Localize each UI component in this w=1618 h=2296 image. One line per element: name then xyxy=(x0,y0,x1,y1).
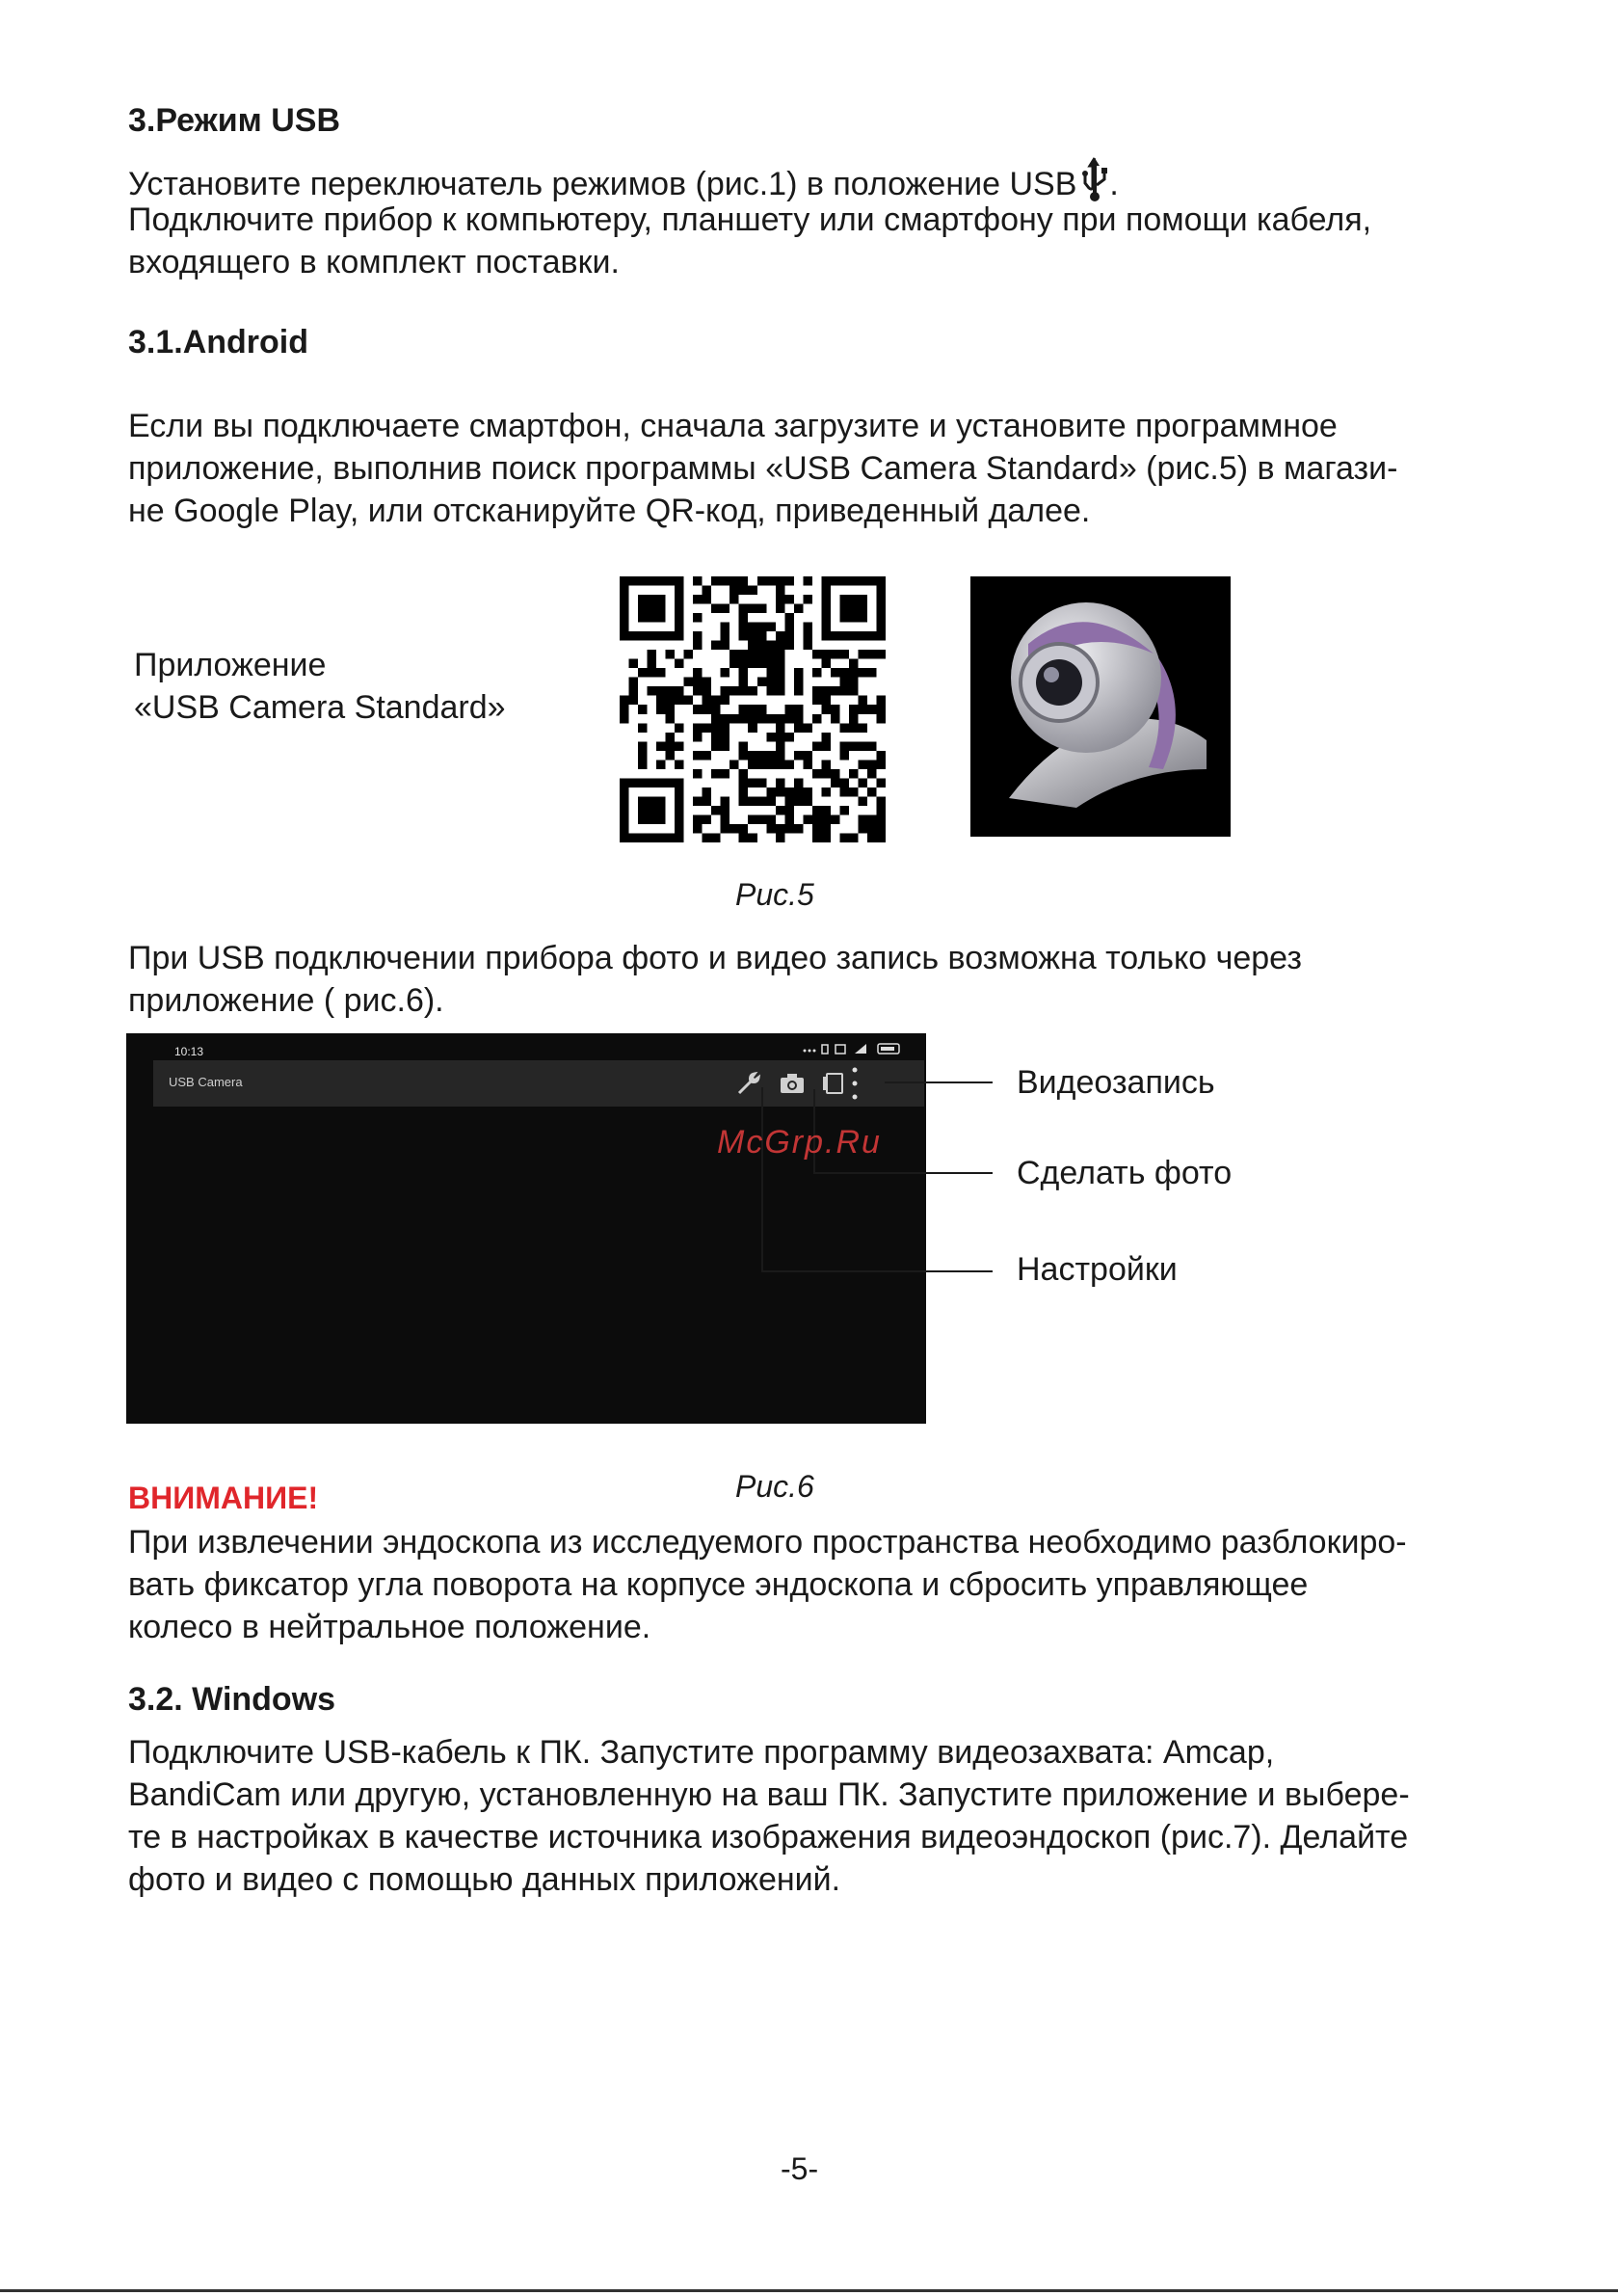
watermark: McGrp.Ru xyxy=(717,1124,882,1161)
android-title: 3.1.Android xyxy=(128,324,309,360)
figure-6-caption: Рис.6 xyxy=(735,1469,814,1504)
video-icon[interactable] xyxy=(821,1072,848,1100)
warning-line2: вать фиксатор угла поворота на корпусе эндоскопа и сбросить управляющее xyxy=(128,1566,1309,1603)
webcam-icon xyxy=(970,576,1231,837)
footer-line xyxy=(0,2289,1618,2292)
android-p2: приложение, выполнив поиск программы «USB Camera Standard» (рис.5) в магази- xyxy=(128,450,1398,487)
windows-line3: те в настройках в качестве источника изображения видеоэндоскоп (рис.7). Делайте xyxy=(128,1819,1409,1855)
warning-line3: колесо в нейтральное положение. xyxy=(128,1609,651,1645)
android-p4: При USB подключении прибора фото и видео запись возможна только через xyxy=(128,940,1302,976)
wrench-icon[interactable] xyxy=(735,1070,762,1102)
callout-line-settings xyxy=(761,1270,993,1272)
windows-line4: фото и видео с помощью данных приложений. xyxy=(128,1861,841,1898)
section-3-line2: Подключите прибор к компьютеру, планшету или смартфону при помощи кабеля, xyxy=(128,201,1372,238)
section-3-line1-end: . xyxy=(1109,166,1119,202)
windows-line1: Подключите USB-кабель к ПК. Запустите программу видеозахвата: Amcap, xyxy=(128,1734,1275,1771)
warning-line1: При извлечении эндоскопа из исследуемого пространства необходимо разблокиро- xyxy=(128,1524,1407,1561)
more-vert-icon[interactable] xyxy=(850,1064,860,1108)
app-toolbar xyxy=(153,1060,924,1107)
figure-5-caption: Рис.5 xyxy=(735,877,814,912)
status-time: 10:13 xyxy=(174,1045,204,1058)
callout-line-video xyxy=(885,1081,993,1083)
page-number: -5- xyxy=(781,2151,819,2186)
android-p1: Если вы подключаете смартфон, сначала загрузите и установите программное xyxy=(128,408,1338,444)
callout-line-photo xyxy=(813,1172,993,1174)
section-3-line3: входящего в комплект поставки. xyxy=(128,244,620,280)
app-screenshot xyxy=(126,1033,926,1424)
app-label-line2: «USB Camera Standard» xyxy=(134,689,506,726)
section-3-title: 3.Режим USB xyxy=(128,102,341,139)
status-bar xyxy=(126,1033,926,1058)
windows-line2: BandiCam или другую, установленную на ваш ПК. Запустите приложение и выбере- xyxy=(128,1776,1410,1813)
app-label-line1: Приложение xyxy=(134,647,327,683)
callout-line-settings-vert xyxy=(761,1087,763,1270)
android-p5: приложение ( рис.6). xyxy=(128,982,444,1019)
status-icons xyxy=(801,1041,907,1059)
windows-title: 3.2. Windows xyxy=(128,1681,336,1718)
callout-photo: Сделать фото xyxy=(1017,1155,1233,1191)
qr-code xyxy=(619,576,887,842)
callout-video: Видеозапись xyxy=(1017,1064,1215,1101)
warning-title: ВНИМАНИЕ! xyxy=(128,1481,319,1515)
callout-settings: Настройки xyxy=(1017,1251,1178,1288)
android-p3: не Google Play, или отсканируйте QR-код, приведенный далее. xyxy=(128,493,1091,529)
section-3-line1-text: Установите переключатель режимов (рис.1) в положение USB xyxy=(128,166,1077,202)
app-toolbar-title: USB Camera xyxy=(169,1075,243,1089)
camera-icon[interactable] xyxy=(778,1072,807,1100)
